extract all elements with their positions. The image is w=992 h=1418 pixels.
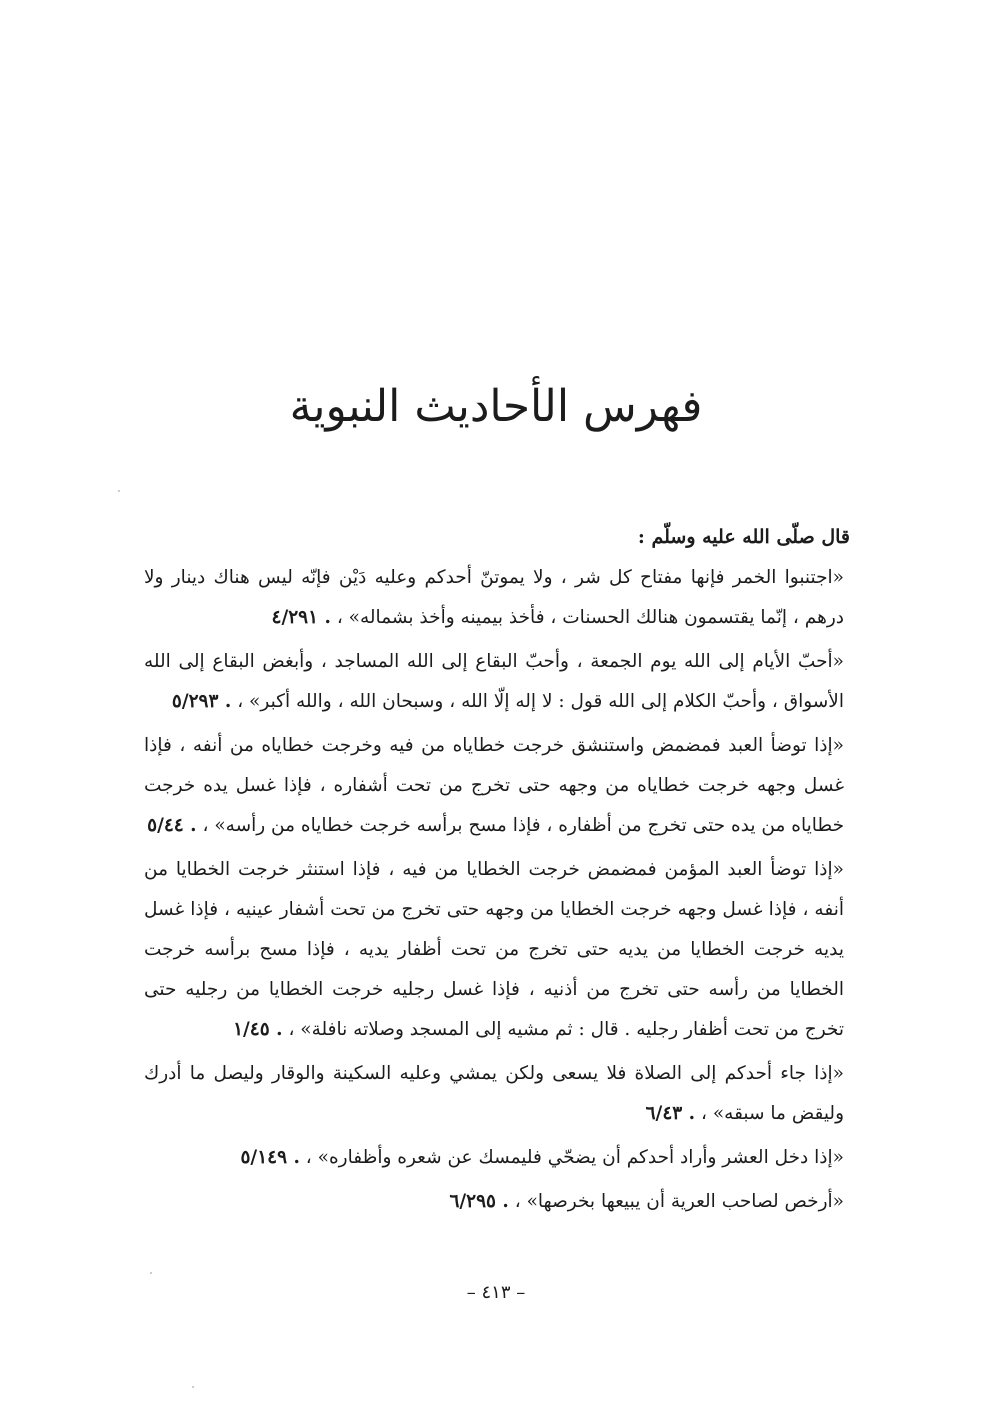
hadith-text: «إذا توضأ العبد فمضمض واستنشق خرجت خطاياه من فيه وخرجت خطاياه من أنفه ، فإذا غسل وجهه خرجت خطاياه من وجهه حتى تخرج من تحت أشفاره ، فإذا غسل يده خرجت خطاياه من يده حتى تخرج من أظفاره ، فإذا مسح برأسه خرجت خطاياه من رأسه» ، bbox=[144, 735, 844, 836]
hadith-reference: ٥/٢٩٣ . bbox=[171, 691, 232, 712]
hadith-reference: ٦/٤٣ . bbox=[645, 1103, 696, 1124]
hadith-entry bbox=[144, 1182, 844, 1222]
hadith-text: «إذا توضأ العبد المؤمن فمضمض خرجت الخطايا من فيه ، فإذا استنثر خرجت الخطايا من أنفه ، فإذا غسل وجهه خرجت الخطايا من وجهه حتى تخرج من تحت أشفار عينيه ، فإذا غسل يديه خرجت الخطايا من يديه حتى تخرج من تحت أظفار يديه ، فإذا مسح برأسه خرجت الخطايا من رأسه حتى تخرج من أذنيه ، فإذا غسل رجليه خرجت الخطايا من رجليه حتى تخرج من تحت أظفار رجليه . قال : ثم مشيه إلى المسجد وصلاته نافلة» ، bbox=[144, 859, 844, 1040]
page-number: – ٤١٣ – bbox=[466, 1282, 526, 1303]
hadith-text: «اجتنبوا الخمر فإنها مفتاح كل شر ، ولا يموتنّ أحدكم وعليه دَيْن فإنّه ليس هناك دينار ولا درهم ، إنّما يقتسمون هنالك الحسنات ، فأخذ بيمينه وأخذ بشماله» ، bbox=[144, 567, 844, 628]
scan-speck bbox=[150, 1272, 152, 1274]
hadith-entry bbox=[144, 558, 844, 638]
hadith-text: «إذا دخل العشر وأراد أحدكم أن يضحّي فليمسك عن شعره وأظفاره» ، bbox=[305, 1147, 844, 1168]
hadith-entry bbox=[144, 726, 844, 846]
hadith-reference: ٥/١٤٩ . bbox=[240, 1147, 300, 1168]
hadith-text: «إذا جاء أحدكم إلى الصلاة فلا يسعى ولكن يمشي وعليه السكينة والوقار وليصل ما أدرك وليقض ما سبقه» ، bbox=[144, 1063, 844, 1124]
hadith-reference: ١/٤٥ . bbox=[233, 1019, 283, 1040]
hadith-entry bbox=[144, 850, 844, 1050]
hadith-text: «أحبّ الأيام إلى الله يوم الجمعة ، وأحبّ البقاع إلى الله المساجد ، وأبغض البقاع إلى الله الأسواق ، وأحبّ الكلام إلى الله قول : لا إله إلّا الله ، وسبحان الله ، والله أكبر» ، bbox=[144, 651, 844, 712]
hadith-entry bbox=[144, 1138, 844, 1178]
hadith-reference: ٤/٢٩١ . bbox=[271, 607, 331, 628]
scan-speck bbox=[118, 490, 120, 492]
hadith-entry bbox=[144, 1054, 844, 1134]
page-title: فهرس الأحاديث النبوية bbox=[289, 381, 703, 433]
intro-line: قال صلّى الله عليه وسلّم : bbox=[637, 526, 850, 548]
scan-speck bbox=[192, 1386, 194, 1388]
hadith-list bbox=[144, 558, 844, 1226]
hadith-entry bbox=[144, 642, 844, 722]
hadith-reference: ٦/٢٩٥ . bbox=[449, 1191, 509, 1212]
hadith-reference: ٥/٤٤ . bbox=[147, 815, 197, 836]
hadith-text: «أرخص لصاحب العرية أن يبيعها بخرصها» ، bbox=[514, 1191, 844, 1212]
